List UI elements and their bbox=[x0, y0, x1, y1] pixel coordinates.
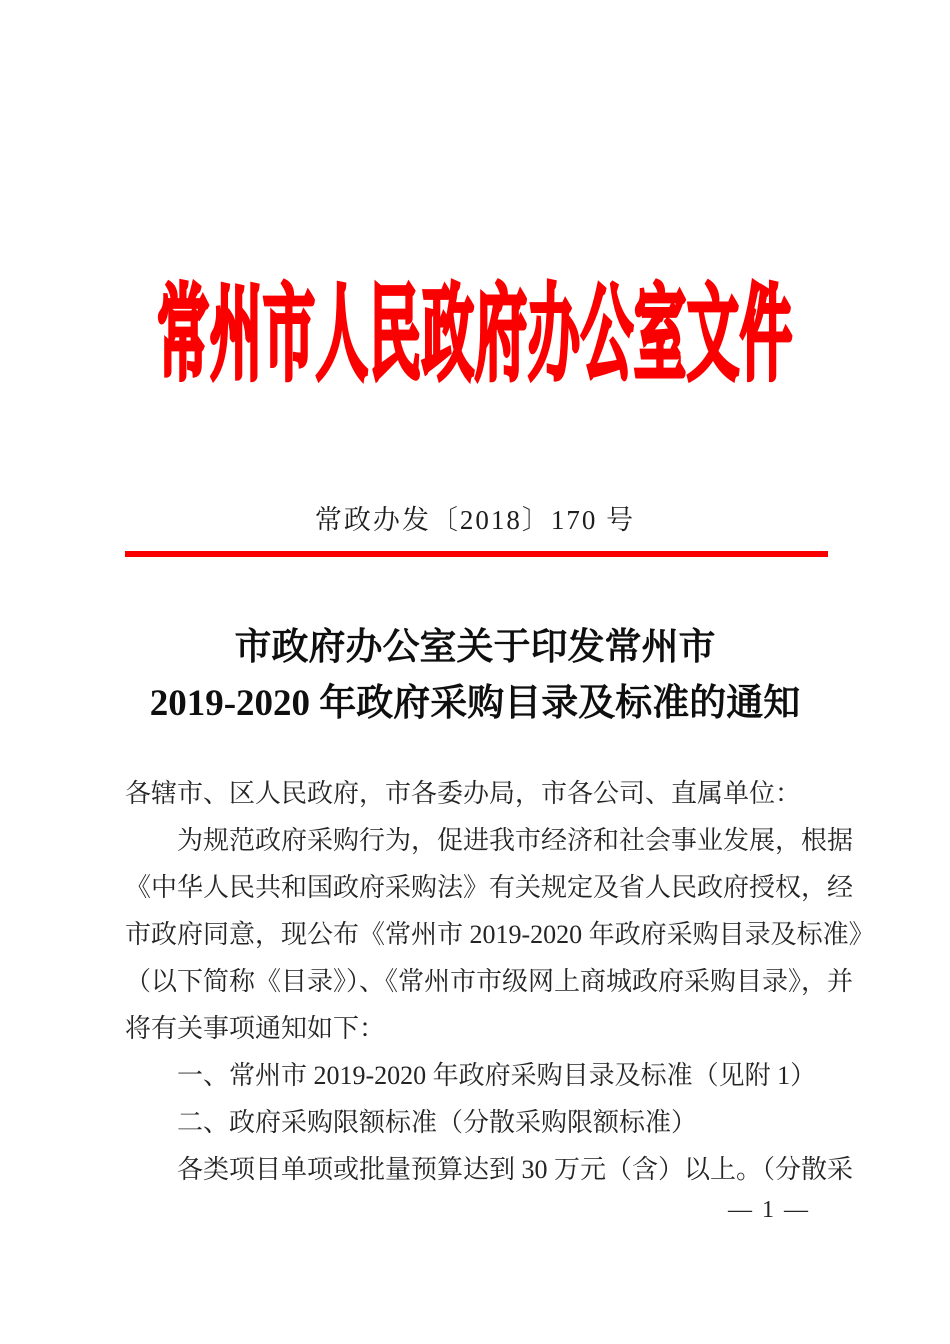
body-line: 各辖市、区人民政府，市各委办局，市各公司、直属单位： bbox=[125, 779, 802, 808]
body-line: 将有关事项通知如下： bbox=[125, 1014, 386, 1043]
document-number: 常政办发〔2018〕170 号 bbox=[314, 505, 636, 535]
document-title-line-1: 市政府办公室关于印发常州市 bbox=[234, 627, 716, 668]
document-title-line-2: 2019-2020 年政府采购目录及标准的通知 bbox=[149, 683, 801, 724]
body-line: 《中华人民共和国政府采购法》有关规定及省人民政府授权，经 bbox=[125, 873, 854, 902]
body-line: （以下简称《目录》）、《常州市市级网上商城政府采购目录》，并 bbox=[125, 967, 854, 996]
page-number: — 1 — bbox=[728, 1197, 810, 1223]
red-divider-line bbox=[125, 551, 828, 557]
letterhead-title: 常州市人民政府办公室文件 bbox=[156, 280, 793, 394]
document-body bbox=[125, 770, 875, 1193]
document-title bbox=[0, 620, 950, 732]
body-line: 市政府同意，现公布《常州市 2019-2020 年政府采购目录及标准》 bbox=[125, 920, 875, 949]
body-line: 各类项目单项或批量预算达到 30 万元（含）以上。（分散采 bbox=[177, 1155, 854, 1184]
body-line: 一、常州市 2019-2020 年政府采购目录及标准（见附 1） bbox=[177, 1061, 817, 1090]
body-line: 二、政府采购限额标准（分散采购限额标准） bbox=[177, 1108, 698, 1137]
body-line: 为规范政府采购行为，促进我市经济和社会事业发展，根据 bbox=[177, 826, 854, 855]
